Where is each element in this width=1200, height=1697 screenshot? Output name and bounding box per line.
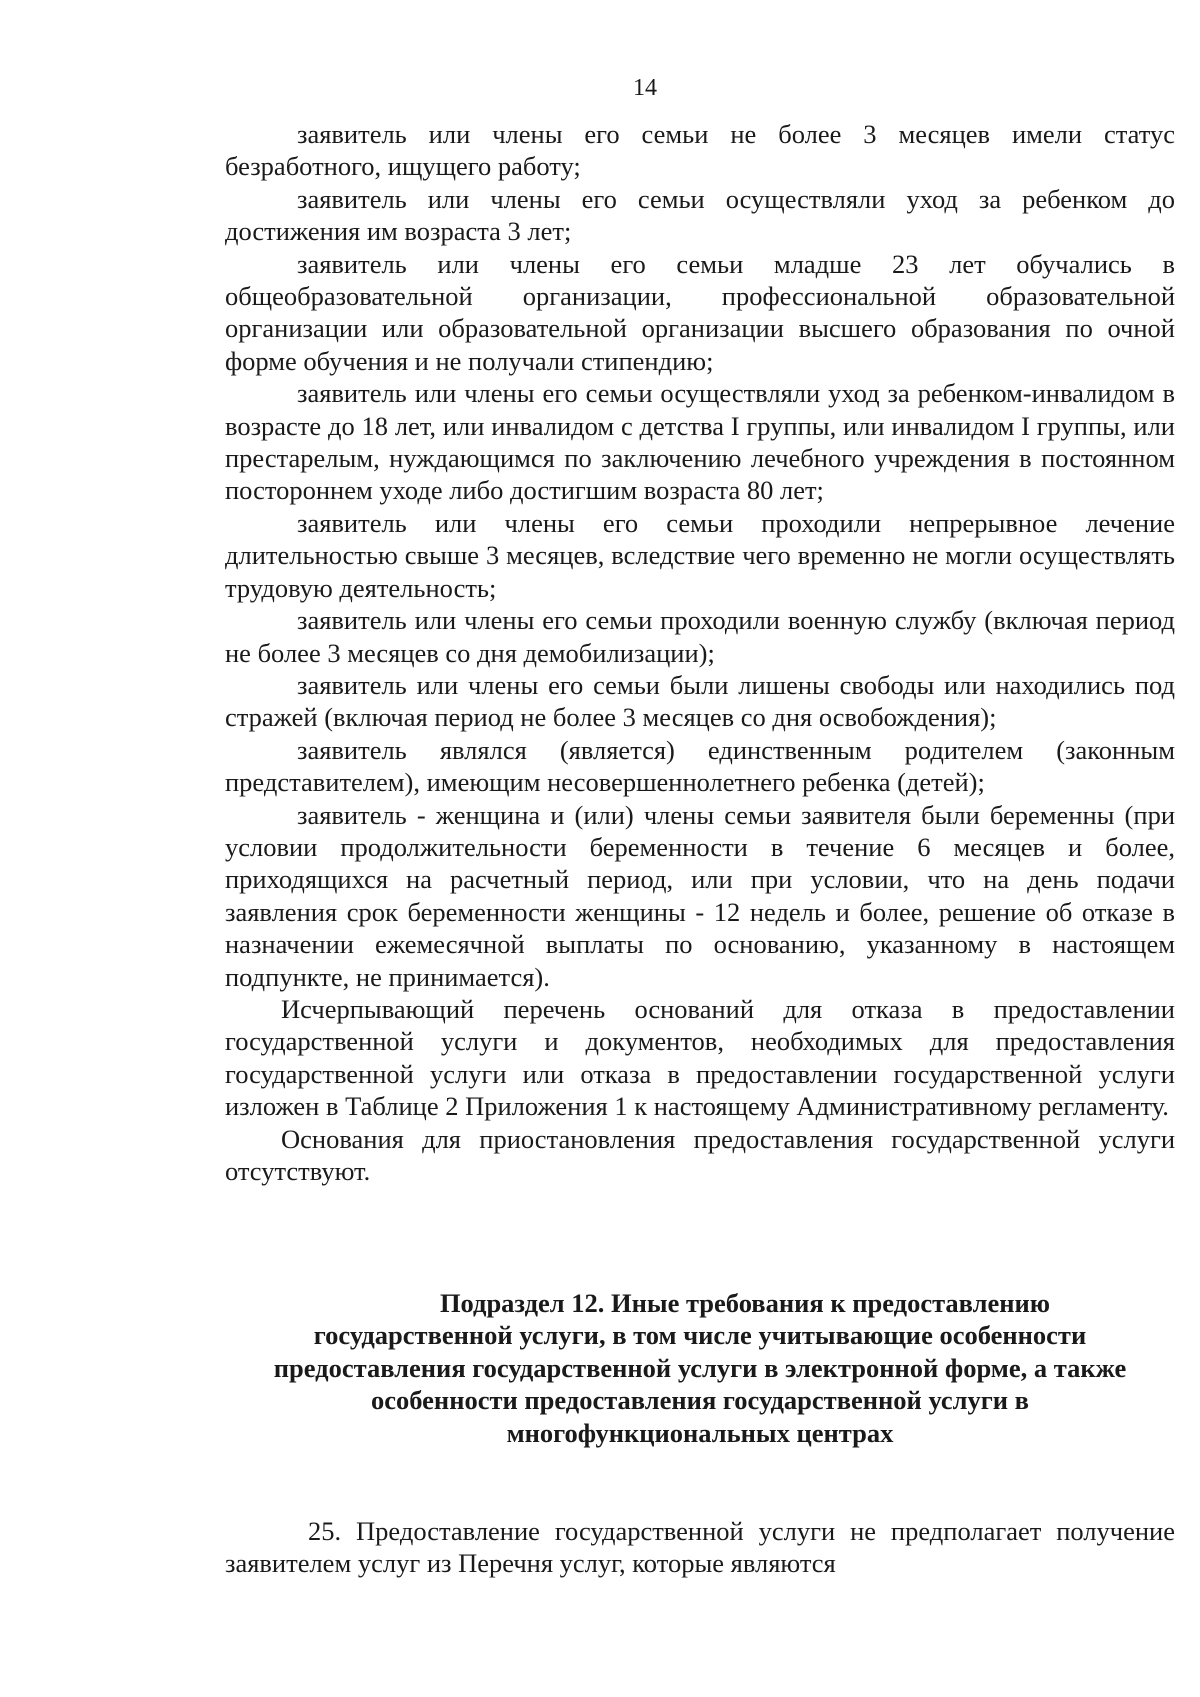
paragraph-military-service: заявитель или члены его семьи проходили военную службу (включая период не более 3 месяцев со дня демобилизации); [225, 605, 1175, 668]
paragraph-imprisonment: заявитель или члены его семьи были лишены свободы или находились под стражей (включая период не более 3 месяцев со дня освобождения); [225, 669, 1175, 733]
paragraph-disabled-care: заявитель или члены его семьи осуществляли уход за ребенком-инвалидом в возрасте до 18 лет, или инвалидом с детства I группы, или инвалидом I группы, или престарелым, нуждающимся по заключению лечебного учреждения в постоянном постороннем уходе либо достигшим возраста 80 лет; [225, 378, 1175, 506]
subsection-heading [225, 1287, 1175, 1449]
paragraph-treatment: заявитель или члены его семьи проходили непрерывное лечение длительностью свыше 3 месяцев, вследствие чего временно не могли осуществлять трудовую деятельность; [225, 507, 1175, 603]
document-body-continued [225, 1515, 1175, 1580]
paragraph-suspension-grounds: Основания для приостановления предоставления государственной услуги отсутствуют. [225, 1123, 1175, 1186]
paragraph-refusal-grounds: Исчерпывающий перечень оснований для отказа в предоставлении государственной услуги и документов, необходимых для предоставления государственной услуги или отказа в предоставлении государственной услуги изложен в Таблице 2 Приложения 1 к настоящему Административному регламенту. [225, 993, 1175, 1122]
heading-line: особенности предоставления государственной услуги в [371, 1385, 1029, 1416]
paragraph-25: 25. Предоставление государственной услуги не предполагает получение заявителем услуг из Перечня услуг, которые являются [225, 1516, 1175, 1579]
document-body [225, 118, 1175, 1187]
heading-line: предоставления государственной услуги в электронной форме, а также [273, 1352, 1127, 1383]
page-number: 14 [633, 75, 657, 101]
paragraph-unemployed-status: заявитель или члены его семьи не более 3 месяцев имели статус безработного, ищущего работу; [225, 119, 1175, 182]
paragraph-education: заявитель или члены его семьи младше 23 лет обучались в общеобразовательной организации, профессиональной образовательной организации или образовательной организации высшего образования по очной форме обучения и не получали стипендию; [225, 248, 1175, 376]
paragraph-child-care: заявитель или члены его семьи осуществляли уход за ребенком до достижения им возраста 3 лет; [225, 183, 1175, 247]
heading-line: Подраздел 12. Иные требования к предоставлению [439, 1288, 1051, 1318]
heading-line: государственной услуги, в том числе учитывающие особенности [313, 1320, 1087, 1351]
heading-line: многофункциональных центрах [506, 1417, 894, 1448]
paragraph-pregnancy: заявитель - женщина и (или) члены семьи заявителя были беременны (при условии продолжительности беременности в течение 6 месяцев и более, приходящихся на расчетный период, или при условии, что на день подачи заявления срок беременности женщины - 12 недель и более, решение об отказе в назначении ежемесячной выплаты по основанию, указанному в настоящем подпункте, не принимается). [225, 799, 1175, 992]
paragraph-single-parent: заявитель являлся (является) единственным родителем (законным представителем), имеющим несовершеннолетнего ребенка (детей); [225, 734, 1175, 798]
